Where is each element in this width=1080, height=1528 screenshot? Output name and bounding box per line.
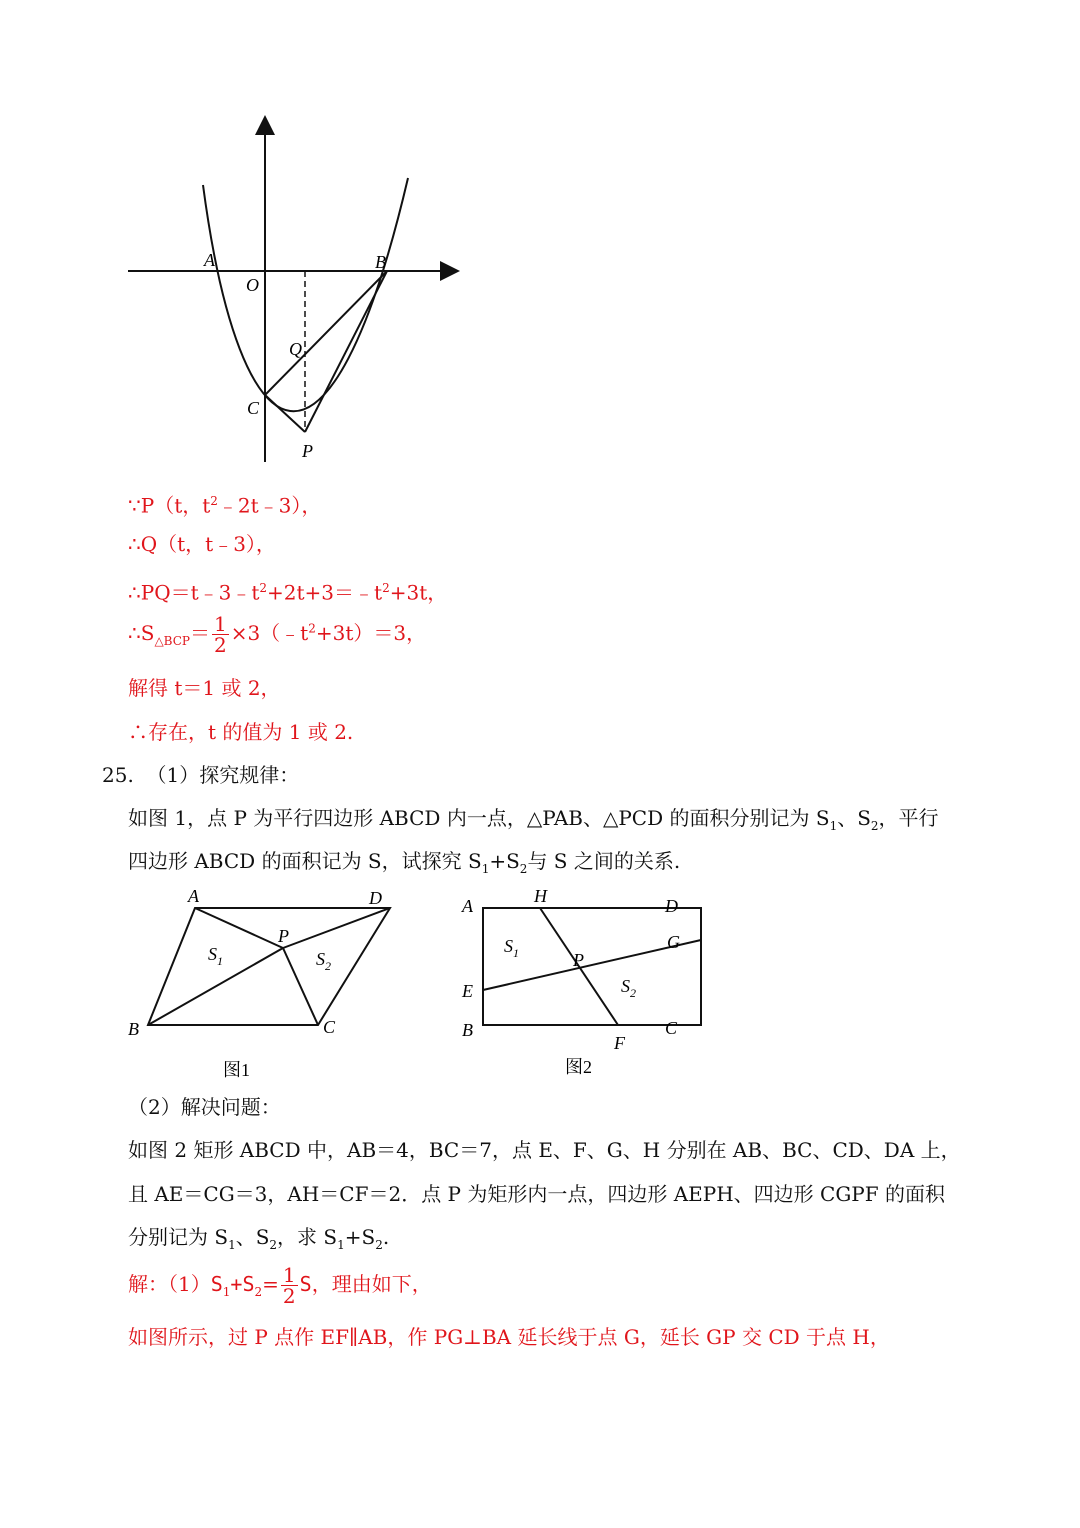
figure-2 [440, 880, 720, 1090]
solution-line-3: $\therefore PQ=t﹣3﹣t^2+2t+3=﹣t^2+3t$， [128, 580, 448, 605]
segment-pa [195, 908, 283, 948]
figure-1 [0, 880, 420, 1090]
label-o: O [246, 275, 259, 295]
fig1-label-a: A [188, 886, 199, 906]
label-q: Q [289, 339, 302, 359]
fig2-label-h: H [534, 886, 547, 906]
fig2-label-g: G [667, 932, 680, 952]
fig1-label-s1: $S_1$ [208, 944, 223, 968]
fig1-label-p: P [278, 926, 289, 946]
fig1-label-s2: $S_2$ [316, 949, 331, 973]
fig2-label-p: P [573, 950, 584, 970]
fig1-caption: 图1 [223, 1060, 250, 1080]
solution-line-6: ∴存在，t 的值为 1 或 2. [128, 720, 354, 744]
solution-line-1: ∵P（t，$t^2﹣2t﹣3$）， [128, 493, 322, 518]
problem-25-text-5: 分别记为 $S_1$、$S_2$，求 $S_1+S_2$. [128, 1225, 390, 1252]
fig2-label-a: A [462, 896, 473, 916]
parallelogram-abcd [148, 908, 390, 1025]
fig2-label-c: C [665, 1018, 678, 1038]
parabola-figure [0, 0, 1080, 480]
problem-25-text-1: 如图 1，点 P 为平行四边形 ABCD 内一点，△PAB、△PCD 的面积分别记为 $S_1$、$S_2$，平行 [128, 806, 939, 833]
segment-pd [283, 908, 390, 948]
problem-25-text-4: 且 AE＝CG＝3，AH＝CF＝2．点 P 为矩形内一点，四边形 AEPH、四边形 CGPF 的面积 [128, 1182, 945, 1206]
solution-line-4: $\therefore S_{\triangle BCP}=$ $\frac{1}{2}$ $\times 3(﹣t^2+3t)=3$， [128, 612, 427, 657]
segment-cp [265, 395, 305, 432]
segment-cb [265, 271, 387, 395]
fig1-label-b: B [128, 1019, 139, 1039]
rectangle-abcd [483, 908, 701, 1025]
segment-pc [283, 948, 318, 1025]
solution-line-5: 解得 t＝1 或 2， [128, 676, 281, 700]
fraction-half: $\frac{1}{2}$ [213, 612, 227, 657]
label-c: C [247, 398, 260, 418]
label-p: P [302, 441, 313, 461]
problem-25-header: 25. （1）探究规律： [102, 763, 300, 787]
label-a: A [204, 250, 215, 270]
fraction-half-answer: $\frac{1}{2}$ [282, 1263, 296, 1308]
fig2-label-e: E [462, 981, 473, 1001]
fig1-label-d: D [369, 888, 382, 908]
fig2-label-s1: $S_1$ [504, 936, 519, 960]
fig2-caption: 图2 [565, 1057, 592, 1077]
fig1-label-c: C [323, 1017, 336, 1037]
fig2-label-b: B [462, 1020, 473, 1040]
problem-25-part2-title: （2）解决问题： [128, 1095, 281, 1119]
answer-line-1: 解：$(1)S_1+S_2=$ $\frac{1}{2}$ S，理由如下， [128, 1263, 432, 1308]
fig2-label-d: D [665, 896, 678, 916]
label-b: B [375, 252, 386, 272]
solution-line-2: ∴Q（t，t﹣3）， [128, 532, 276, 556]
fig2-label-s2: $S_2$ [621, 976, 636, 1000]
fig2-label-f: F [614, 1033, 625, 1053]
problem-25-text-2: 四边形 ABCD 的面积记为 S，试探究 $S_1+S_2$与 S 之间的关系. [128, 849, 681, 876]
segment-pb [305, 271, 387, 432]
problem-25-text-3: 如图 2 矩形 ABCD 中，AB＝4，BC＝7，点 E、F、G、H 分别在 AB、BC、CD、DA 上， [128, 1138, 961, 1162]
answer-line-2: 如图所示，过 P 点作 EF∥AB，作 PG⊥BA 延长线于点 G，延长 GP 交 CD 于点 H， [128, 1325, 890, 1349]
